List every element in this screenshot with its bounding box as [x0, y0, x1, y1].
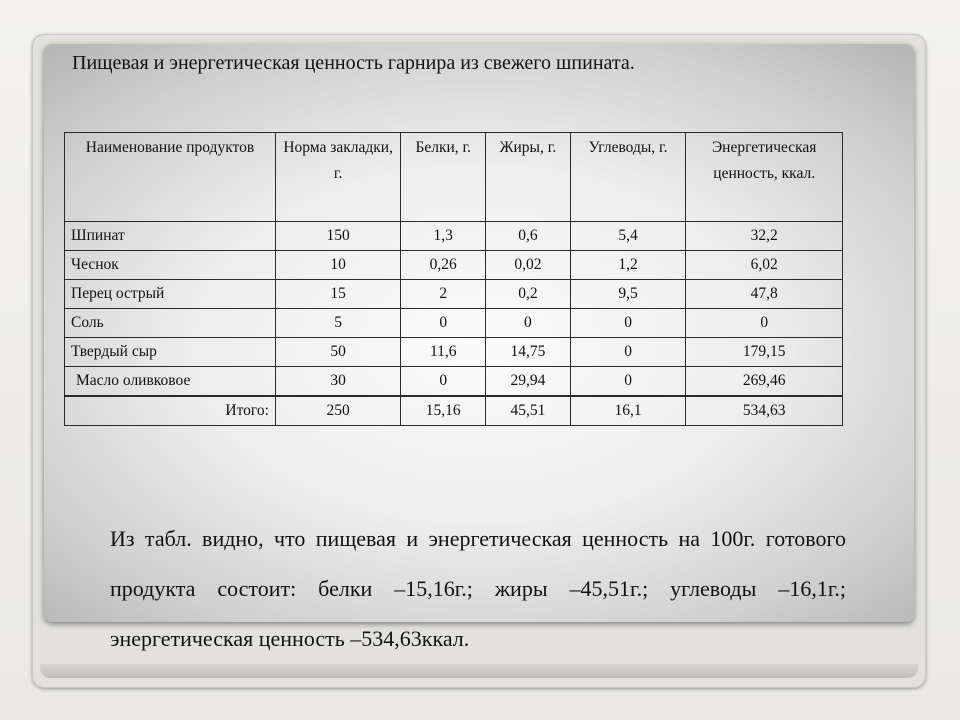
table-cell: 0,02: [486, 251, 571, 280]
slide-bottom-strip: [40, 664, 918, 678]
header-cell-weight: Норма закладки, г.: [275, 133, 400, 222]
table-row: [65, 222, 843, 251]
table-cell: 5: [275, 309, 400, 338]
table-cell: Соль: [65, 309, 276, 338]
table-cell: Твердый сыр: [65, 338, 276, 367]
table-header-row: [65, 133, 843, 222]
table-cell: 1,3: [401, 222, 486, 251]
table-row: [65, 309, 843, 338]
table-cell: 15: [275, 280, 400, 309]
total-cell: 15,16: [401, 396, 486, 426]
table-cell: 5,4: [570, 222, 686, 251]
table-cell: 0: [570, 338, 686, 367]
table-row: [65, 280, 843, 309]
table-cell: 11,6: [401, 338, 486, 367]
table-row: [65, 251, 843, 280]
table-cell: Масло оливковое: [65, 367, 276, 397]
table-cell: 30: [275, 367, 400, 397]
table-cell: 1,2: [570, 251, 686, 280]
table-cell: 47,8: [686, 280, 843, 309]
table-cell: 32,2: [686, 222, 843, 251]
total-cell: 534,63: [686, 396, 843, 426]
table-total-row: [65, 396, 843, 426]
table-cell: 0: [401, 309, 486, 338]
table-cell: 29,94: [486, 367, 571, 397]
header-cell-protein: Белки, г.: [401, 133, 486, 222]
table-cell: 0,26: [401, 251, 486, 280]
table-cell: 0,2: [486, 280, 571, 309]
total-cell: 16,1: [570, 396, 686, 426]
table-cell: 0: [570, 367, 686, 397]
header-cell-energy: Энергетическая ценность, ккал.: [686, 133, 843, 222]
table-cell: Перец острый: [65, 280, 276, 309]
table-cell: 50: [275, 338, 400, 367]
header-cell-product: Наименование продуктов: [65, 133, 276, 222]
nutrition-table: [64, 132, 843, 426]
total-cell: 250: [275, 396, 400, 426]
table-cell: 0: [570, 309, 686, 338]
table-cell: 10: [275, 251, 400, 280]
table-cell: 14,75: [486, 338, 571, 367]
summary-paragraph: Из табл. видно, что пищевая и энергетическая ценность на 100г. готового продукта состоит: белки –15,16г.; жиры –45,51г.; углеводы –16,1г.; энергетическая ценность –534,63ккал.: [110, 526, 846, 651]
table-cell: 179,15: [686, 338, 843, 367]
table-cell: 150: [275, 222, 400, 251]
table-row: [65, 338, 843, 367]
table-cell: Чеснок: [65, 251, 276, 280]
total-label: Итого:: [65, 396, 276, 426]
table-cell: 269,46: [686, 367, 843, 397]
table-cell: 9,5: [570, 280, 686, 309]
slide-title: Пищевая и энергетическая ценность гарнира из свежего шпината.: [72, 52, 635, 74]
header-cell-carbs: Углеводы, г.: [570, 133, 686, 222]
table-cell: 2: [401, 280, 486, 309]
header-cell-fat: Жиры, г.: [486, 133, 571, 222]
table-cell: Шпинат: [65, 222, 276, 251]
table-row: [65, 367, 843, 397]
table-cell: 0: [486, 309, 571, 338]
table-cell: 0: [401, 367, 486, 397]
table-cell: 6,02: [686, 251, 843, 280]
table-cell: 0: [686, 309, 843, 338]
table-cell: 0,6: [486, 222, 571, 251]
total-cell: 45,51: [486, 396, 571, 426]
